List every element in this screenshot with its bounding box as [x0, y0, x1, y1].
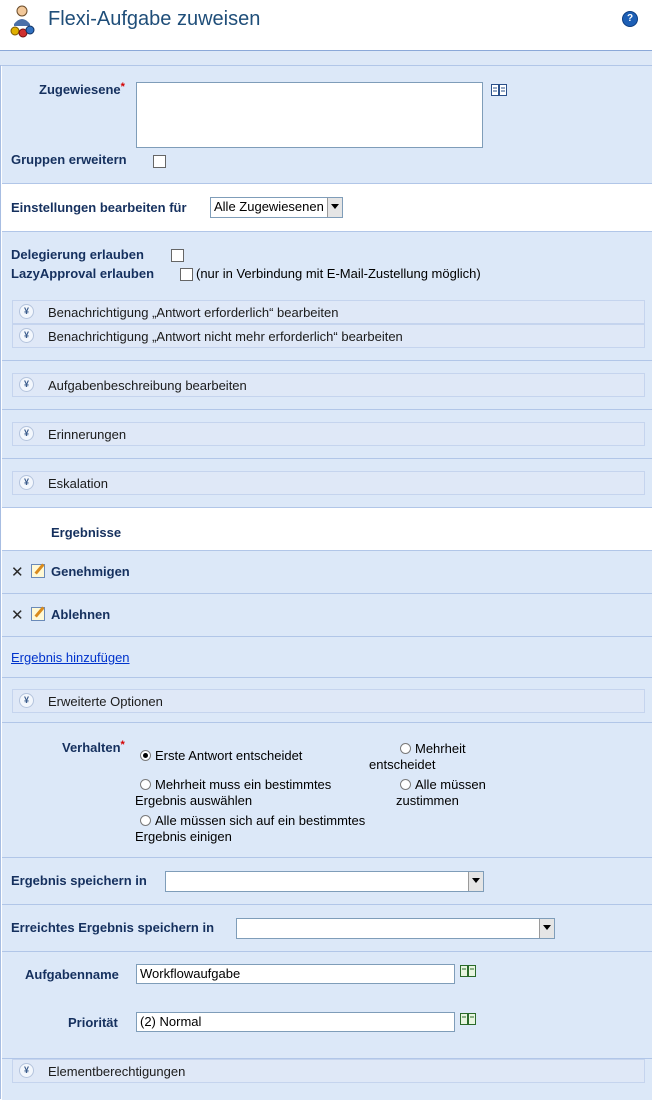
- task-description-label: Aufgabenbeschreibung bearbeiten: [48, 378, 247, 393]
- edit-settings-section: [2, 183, 652, 231]
- radio-icon[interactable]: [140, 750, 151, 761]
- store-achieved-label: Erreichtes Ergebnis speichern in: [11, 920, 215, 935]
- escalation-label: Eskalation: [48, 476, 108, 491]
- reminders-bar[interactable]: [12, 422, 645, 446]
- assignees-input[interactable]: [136, 82, 483, 148]
- expand-groups-checkbox[interactable]: [153, 155, 166, 168]
- priority-label: Priorität: [68, 1015, 118, 1030]
- delegation-label: Delegierung erlauben: [11, 247, 144, 262]
- advanced-options-label: Erweiterte Optionen: [48, 694, 163, 709]
- task-description-bar[interactable]: [12, 373, 645, 397]
- escalation-section: [2, 458, 652, 507]
- task-description-section: [2, 360, 652, 409]
- field-lookup-icon[interactable]: [460, 965, 476, 977]
- edit-settings-value: Alle Zugewiesenen: [214, 199, 324, 214]
- task-name-input[interactable]: Workflowaufgabe: [136, 964, 455, 984]
- behavior-option-majority-specific[interactable]: Mehrheit muss ein bestimmtes Ergebnis auswählen: [135, 777, 332, 808]
- field-lookup-icon[interactable]: [460, 1013, 476, 1025]
- escalation-bar[interactable]: [12, 471, 645, 495]
- radio-icon[interactable]: [400, 743, 411, 754]
- expand-chevron-icon[interactable]: ¥: [19, 304, 34, 319]
- lazy-approval-checkbox[interactable]: [180, 268, 193, 281]
- behavior-label: Verhalten*: [62, 739, 125, 755]
- permissions-label: Elementberechtigungen: [48, 1064, 186, 1079]
- expand-chevron-icon[interactable]: ¥: [19, 328, 34, 343]
- add-outcome-section: [2, 636, 652, 677]
- behavior-section: [2, 722, 652, 857]
- edit-icon[interactable]: [31, 607, 45, 621]
- edit-icon[interactable]: [31, 564, 45, 578]
- dialog-header: [0, 0, 652, 50]
- outcome-label: Genehmigen: [51, 564, 130, 579]
- reminders-section: [2, 409, 652, 458]
- delete-icon[interactable]: ✕: [11, 607, 24, 624]
- expand-groups-label: Gruppen erweitern: [11, 152, 127, 167]
- form-frame: [0, 65, 652, 1099]
- dropdown-arrow-icon[interactable]: [327, 198, 342, 217]
- header-divider: [0, 50, 652, 66]
- behavior-option-all-agree[interactable]: Alle müssen zustimmen: [396, 777, 486, 808]
- notify-not-required-label: Benachrichtigung „Antwort nicht mehr erforderlich“ bearbeiten: [48, 329, 403, 344]
- behavior-option-majority[interactable]: Mehrheit entscheidet: [369, 741, 466, 772]
- outcome-row: [2, 593, 652, 636]
- edit-settings-label: Einstellungen bearbeiten für: [11, 200, 187, 215]
- expand-chevron-icon[interactable]: ¥: [19, 475, 34, 490]
- task-name-section: [2, 951, 652, 1058]
- expand-chevron-icon[interactable]: ¥: [19, 1063, 34, 1078]
- help-icon[interactable]: ?: [622, 11, 638, 27]
- delete-icon[interactable]: ✕: [11, 564, 24, 581]
- radio-icon[interactable]: [140, 779, 151, 790]
- dropdown-arrow-icon[interactable]: [468, 872, 483, 891]
- behavior-option-all-specific[interactable]: Alle müssen sich auf ein bestimmtes Ergebnis einigen: [135, 813, 366, 844]
- store-achieved-select[interactable]: [236, 918, 555, 939]
- lazy-approval-label: LazyApproval erlauben: [11, 266, 155, 281]
- permissions-bar[interactable]: [12, 1059, 645, 1083]
- reminders-label: Erinnerungen: [48, 427, 127, 442]
- behavior-option-first[interactable]: Erste Antwort entscheidet: [140, 748, 302, 763]
- notify-required-bar[interactable]: [12, 300, 645, 324]
- notify-required-label: Benachrichtigung „Antwort erforderlich“ bearbeiten: [48, 305, 339, 320]
- priority-input[interactable]: (2) Normal: [136, 1012, 455, 1032]
- expand-chevron-icon[interactable]: ¥: [19, 377, 34, 392]
- edit-settings-select[interactable]: [210, 197, 343, 218]
- store-outcome-select[interactable]: [165, 871, 484, 892]
- advanced-options-bar[interactable]: [12, 689, 645, 713]
- page-title: Flexi-Aufgabe zuweisen: [48, 8, 261, 30]
- store-outcome-label: Ergebnis speichern in: [11, 873, 147, 888]
- outcome-label: Ablehnen: [51, 607, 111, 622]
- outcome-row: [2, 550, 652, 593]
- lazy-approval-note: (nur in Verbindung mit E-Mail-Zustellung möglich): [196, 266, 481, 281]
- notify-not-required-bar[interactable]: [12, 324, 645, 348]
- assignees-label: Zugewiesene*: [39, 81, 125, 97]
- delegation-checkbox[interactable]: [171, 249, 184, 262]
- outcomes-heading: Ergebnisse: [51, 525, 122, 540]
- delegation-section: [2, 231, 652, 360]
- advanced-options-section: [2, 677, 652, 722]
- expand-chevron-icon[interactable]: ¥: [19, 426, 34, 441]
- add-outcome-link[interactable]: Ergebnis hinzufügen: [11, 650, 130, 665]
- outcomes-heading-section: [2, 507, 652, 550]
- workflow-user-icon: [8, 4, 36, 38]
- dropdown-arrow-icon[interactable]: [539, 919, 554, 938]
- store-achieved-section: [2, 904, 652, 951]
- permissions-section: [2, 1058, 652, 1100]
- address-book-icon[interactable]: [491, 84, 507, 96]
- store-outcome-section: [2, 857, 652, 904]
- expand-chevron-icon[interactable]: ¥: [19, 693, 34, 708]
- assignees-section: [2, 65, 652, 183]
- radio-icon[interactable]: [140, 815, 151, 826]
- task-name-label: Aufgabenname: [25, 967, 119, 982]
- radio-icon[interactable]: [400, 779, 411, 790]
